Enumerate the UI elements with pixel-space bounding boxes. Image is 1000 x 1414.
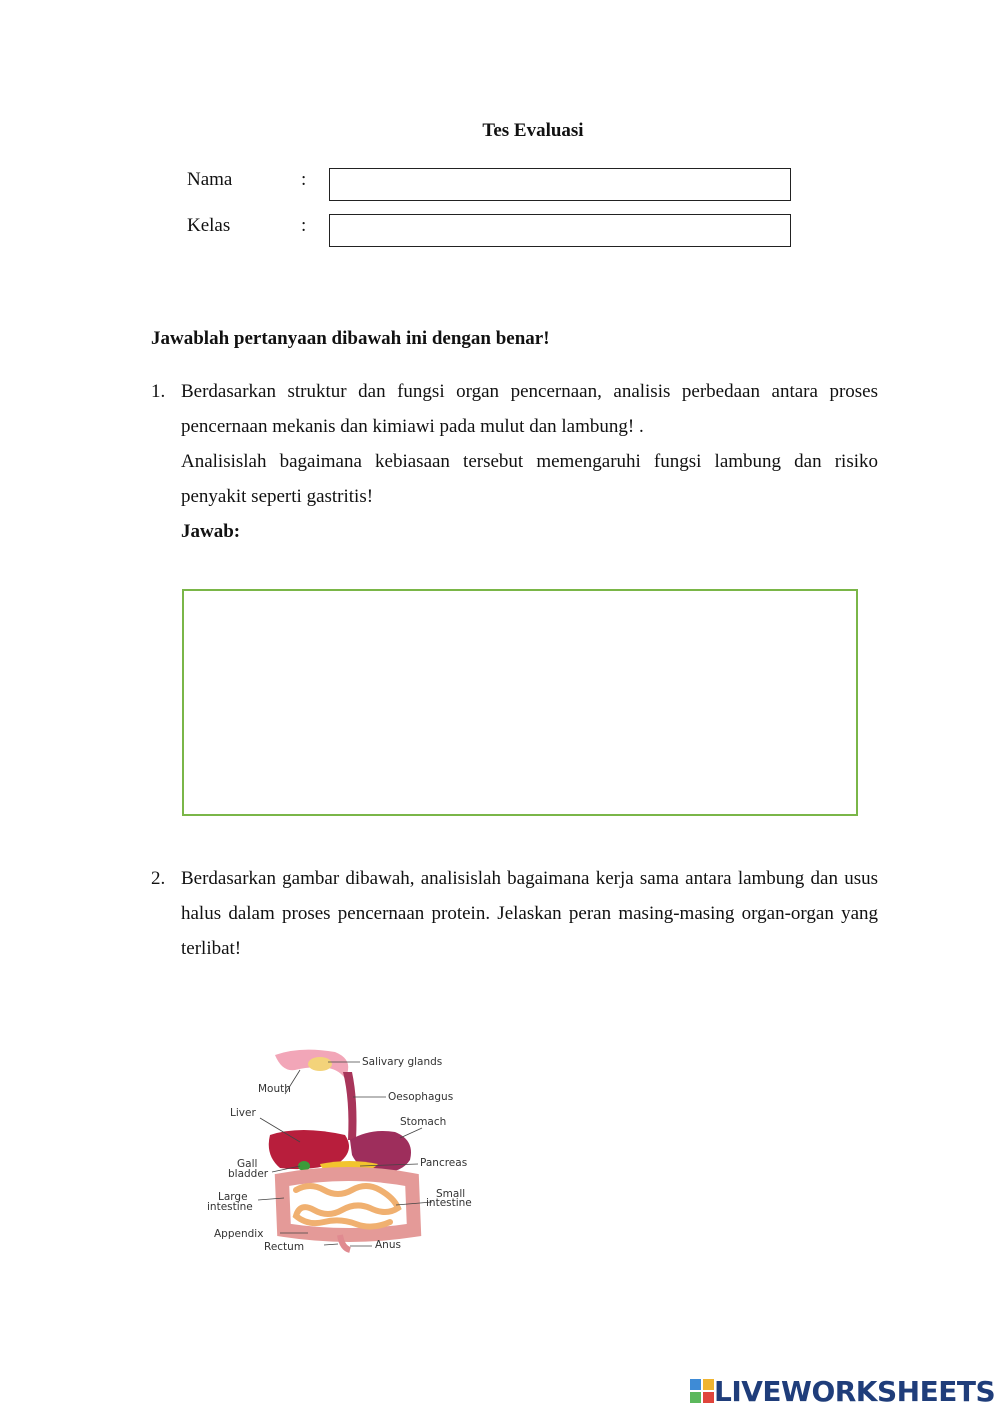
logo-icon [690, 1379, 714, 1403]
question-1-text [181, 374, 878, 549]
instruction: Jawablah pertanyaan dibawah ini dengan benar! [151, 328, 550, 349]
nama-colon: : [301, 169, 307, 190]
label-salivary-glands: Salivary glands [362, 1056, 443, 1068]
label-liver: Liver [230, 1107, 256, 1119]
label-small: Small [436, 1188, 466, 1200]
logo-text: LIVEWORKSHEETS [714, 1374, 996, 1408]
oesophagus-shape [343, 1072, 357, 1140]
label-stomach: Stomach [400, 1116, 447, 1128]
kelas-input[interactable] [329, 214, 791, 247]
small-intestine-shape [296, 1186, 398, 1227]
label-pancreas: Pancreas [420, 1157, 468, 1169]
question-1-paragraph-1: Berdasarkan struktur dan fungsi organ pencernaan, analisis perbedaan antara proses pencernaan mekanis dan kimiawi pada mulut dan lambung! . [181, 381, 878, 437]
kelas-label: Kelas [187, 215, 231, 236]
label-large: Large [218, 1191, 248, 1203]
label-mouth: Mouth [258, 1083, 291, 1095]
label-large-intestine: intestine [207, 1201, 253, 1213]
answer-label: Jawab: [181, 521, 241, 542]
question-1-number: 1. [151, 381, 166, 402]
liveworksheets-logo [690, 1373, 995, 1409]
label-anus: Anus [375, 1239, 401, 1251]
question-2-number: 2. [151, 868, 166, 889]
question-1-paragraph-2: Analisislah bagaimana kebiasaan tersebut memengaruhi fungsi lambung dan risiko penyakit seperti gastritis! [181, 451, 878, 507]
page-title: Tes Evaluasi [482, 120, 584, 141]
question-2-text [181, 861, 878, 966]
label-oesophagus: Oesophagus [388, 1091, 454, 1103]
answer-box[interactable] [182, 589, 858, 816]
nama-label: Nama [187, 169, 233, 190]
digestive-system-diagram [200, 1040, 500, 1260]
salivary-gland-shape [308, 1057, 332, 1071]
label-gall: Gall [237, 1158, 258, 1170]
question-2-paragraph-1: Berdasarkan gambar dibawah, analisislah bagaimana kerja sama antara lambung dan usus halus dalam proses pencernaan protein. Jelaskan peran masing-masing organ-organ yang terlibat! [181, 868, 878, 959]
label-small-intestine: intestine [426, 1197, 472, 1209]
label-bladder: bladder [228, 1168, 269, 1180]
label-rectum: Rectum [264, 1241, 305, 1253]
label-appendix: Appendix [214, 1228, 264, 1240]
nama-input[interactable] [329, 168, 791, 201]
kelas-colon: : [301, 215, 307, 236]
